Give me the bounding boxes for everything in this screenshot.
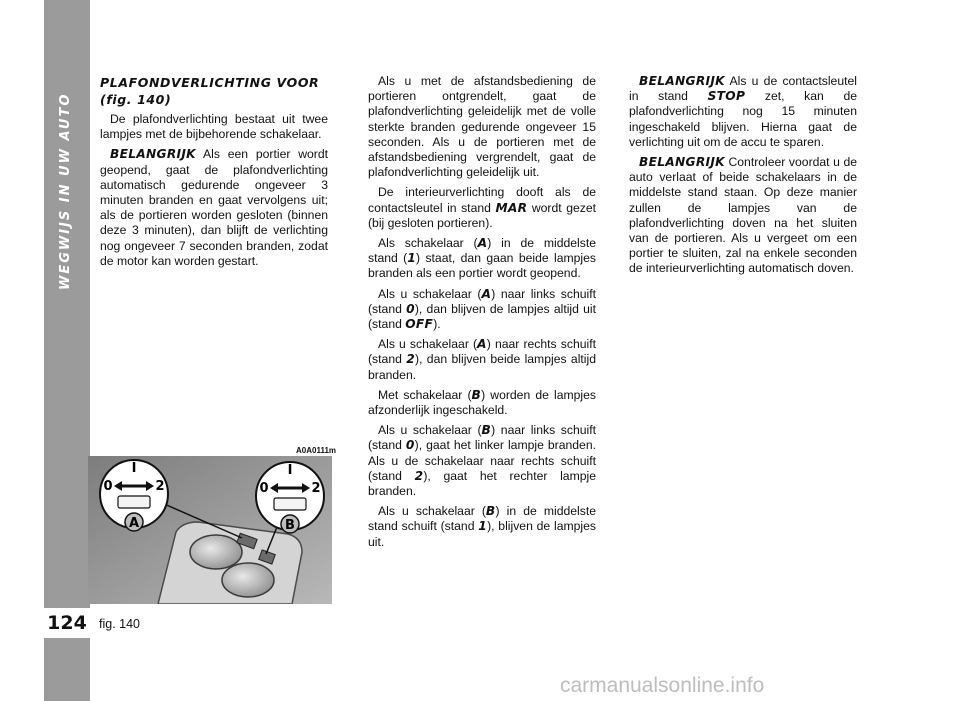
keyword: 2 — [414, 468, 424, 483]
text: Controleer voordat u de auto verlaat of beide schakelaars in de middelste stand staan. Op deze manier zullen de lampjes van de plafondverlichting doven na het sluiten van de portieren. Als u vergeet om een portier te sluiten, zal na enkele seconden de interieurverlichting automatisch doven. — [629, 155, 857, 276]
text: Als schakelaar ( — [378, 236, 478, 251]
paragraph — [368, 504, 596, 550]
text: ) in de middelste stand schuift (stand — [368, 504, 596, 534]
section-heading — [100, 74, 328, 108]
paragraph — [629, 155, 857, 277]
callout-b-right-label: 2 — [311, 481, 321, 496]
column-1 — [100, 74, 328, 274]
watermark: carmanualsonline.info — [560, 674, 765, 697]
text: Als u schakelaar ( — [378, 286, 482, 301]
ceiling-light-figure — [88, 456, 332, 604]
keyword: 0 — [406, 301, 415, 316]
figure-code: A0A0111m — [296, 446, 337, 455]
paragraph: De plafondverlichting bestaat uit twee lampjes met de bijbehorende schakelaar. — [100, 112, 328, 142]
callout-b-letter: B — [285, 518, 295, 533]
paragraph — [368, 423, 596, 499]
keyword: A — [481, 286, 492, 301]
keyword: BELANGRIJK — [110, 147, 196, 162]
keyword: 1 — [407, 251, 417, 266]
keyword: B — [481, 423, 492, 438]
keyword: OFF — [405, 317, 434, 332]
sidebar-text: WEGWIJS IN UW AUTO — [58, 92, 73, 290]
callout-a-mid-label: I — [131, 461, 137, 476]
lamp-lens-right — [222, 563, 274, 597]
keyword: A — [477, 236, 488, 251]
callout-a-letter: A — [128, 516, 140, 531]
callout-b-left-label: 0 — [259, 481, 269, 496]
keyword: A — [477, 337, 487, 352]
text: ). — [433, 317, 441, 332]
paragraph — [368, 185, 596, 231]
keyword: BELANGRIJK — [639, 155, 725, 170]
text: Met schakelaar ( — [378, 387, 472, 402]
keyword: STOP — [707, 89, 746, 104]
paragraph-text: Als een portier wordt geopend, gaat de plafondverlichting automatisch gedurende ongeveer 3 minuten branden en gaat vervolgens uit; als de portieren worden gesloten (binnen deze 3 minuten), dan blijft de verlichting nog ongeveer 7 seconden branden, zodat de motor kan worden gestart. — [100, 147, 328, 268]
text: ), blijven de lampjes uit. — [368, 519, 596, 549]
text: ) staat, dan gaan beide lampjes branden als een portier wordt geopend. — [368, 251, 596, 281]
section-title: PLAFONDVERLICHTING VOOR — [100, 75, 320, 90]
column-2 — [368, 74, 596, 555]
paragraph — [368, 236, 596, 282]
text: wordt gezet (bij gesloten portieren). — [368, 200, 597, 230]
keyword: MAR — [495, 200, 528, 215]
keyword: BELANGRIJK — [639, 74, 725, 88]
text: ) in de middelste stand ( — [368, 236, 596, 266]
text: Als u schakelaar ( — [378, 504, 486, 519]
text: ) worden de lampjes afzonderlijk ingeschakeld. — [368, 387, 596, 418]
text: De interieurverlichting dooft als de contactsleutel in stand — [368, 185, 596, 215]
keyword: 1 — [478, 519, 488, 534]
text: ) naar rechts schuift (stand — [368, 337, 596, 367]
text: Als u schakelaar ( — [378, 337, 478, 352]
callout-a-left-label: 0 — [103, 479, 113, 494]
callout-b-mid-label: I — [287, 463, 293, 478]
lamp-lens-left — [190, 535, 242, 569]
keyword: 2 — [406, 352, 416, 367]
figure-label: fig. 140 — [99, 617, 141, 631]
callout-b-switch-icon — [274, 498, 306, 510]
section-sidebar-label — [54, 40, 80, 580]
callout-a-switch-icon — [118, 496, 150, 508]
paragraph — [629, 74, 857, 150]
paragraph — [368, 287, 596, 333]
page-number: 124 — [44, 608, 90, 638]
text: ), gaat het rechter lampje branden. — [368, 468, 596, 499]
text: ), dan blijven beide lampjes altijd branden. — [368, 352, 596, 382]
paragraph — [100, 147, 328, 269]
text: ), dan blijven de lampjes altijd uit (stand — [368, 301, 596, 332]
callout-a-right-label: 2 — [155, 479, 165, 494]
keyword: B — [485, 504, 496, 519]
paragraph — [368, 388, 596, 418]
column-3 — [629, 74, 857, 282]
ceiling-light-illustration — [88, 456, 332, 604]
keyword: B — [471, 387, 482, 402]
paragraph: Als u met de afstandsbediening de portieren ontgrendelt, gaat de plafondverlichting geleidelijk met de volle sterkte branden gedurende ongeveer 15 seconden. Als u de portieren met de afstandsbediening vergrendelt, gaat de plafondverlichting geleidelijk uit. — [368, 74, 596, 180]
text: ), gaat het linker lampje branden. Als u de schakelaar naar rechts schuift (stand — [368, 438, 596, 483]
text: zet, kan de plafondverlichting nog 15 minuten ingeschakeld blijven. Hierna gaat de verlichting uit om de accu te sparen. — [629, 89, 857, 149]
text: ) naar links schuift (stand — [368, 286, 596, 316]
section-fig-ref: (fig. 140) — [100, 92, 172, 107]
keyword: 0 — [405, 438, 415, 453]
text: Als u schakelaar ( — [378, 423, 482, 438]
text: Als u de contactsleutel in stand — [629, 74, 857, 104]
paragraph — [368, 337, 596, 383]
text: ) naar links schuift (stand — [368, 423, 596, 453]
